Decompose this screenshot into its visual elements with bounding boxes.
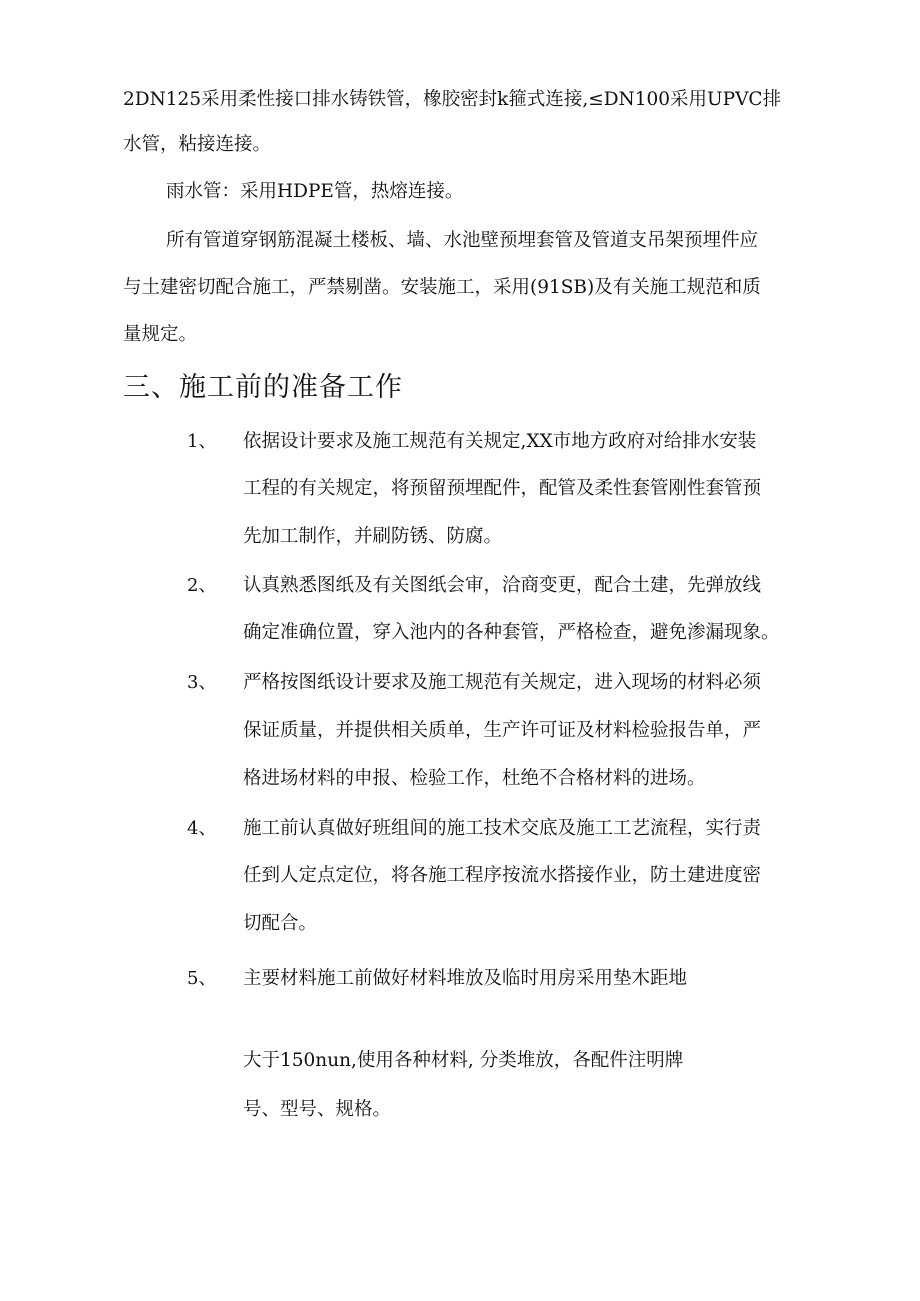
list-item-5-line-1: 主要材料施工前做好材料堆放及临时用房采用垫木距地 — [243, 968, 688, 989]
intro-paragraph-3-line-1: 所有管道穿钢筋混凝土楼板、墙、水池壁预埋套管及管道支吊架预埋件应 — [166, 230, 759, 251]
list-item-number: 4、 — [187, 818, 217, 839]
list-item-4-line-1: 施工前认真做好班组间的施工技术交底及施工工艺流程，实行责 — [243, 818, 762, 839]
list-item-1-line-2: 工程的有关规定，将预留预埋配件，配管及柔性套管刚性套管预 — [243, 478, 762, 499]
list-item-number: 1、 — [187, 431, 217, 452]
list-item-number: 3、 — [187, 672, 217, 693]
list-item-1-line-1: 依据设计要求及施工规范有关规定,XX市地方政府对给排水安装 — [243, 431, 757, 452]
list-item-5-line-3: 号、型号、规格。 — [243, 1099, 392, 1120]
intro-paragraph-1-line-1: 2DN125采用柔性接口排水铸铁管，橡胶密封k箍式连接,≤DN100采用UPVC排 — [123, 89, 782, 110]
list-item-2-line-1: 认真熟悉图纸及有关图纸会审，洽商变更，配合土建，先弹放线 — [243, 575, 762, 596]
intro-paragraph-1-line-2: 水管，粘接连接。 — [123, 134, 272, 155]
list-item-number: 2、 — [187, 575, 217, 596]
list-item-number: 5、 — [187, 968, 217, 989]
intro-paragraph-3-line-2: 与土建密切配合施工，严禁剔凿。安装施工，采用(91SB)及有关施工规范和质 — [123, 277, 761, 298]
intro-paragraph-2: 雨水管：采用HDPE管，热熔连接。 — [166, 181, 464, 202]
list-item-3-line-1: 严格按图纸设计要求及施工规范有关规定，进入现场的材料必须 — [243, 672, 762, 693]
list-item-3-line-2: 保证质量，并提供相关质单，生产许可证及材料检验报告单，严 — [243, 720, 762, 741]
list-item-5-line-2: 大于150nun,使用各种材料, 分类堆放，各配件注明牌 — [243, 1050, 684, 1071]
section-heading: 三、施工前的准备工作 — [123, 372, 403, 403]
list-item-3-line-3: 格进场材料的申报、检验工作，杜绝不合格材料的进场。 — [243, 768, 706, 789]
list-item-2-line-2: 确定准确位置，穿入池内的各种套管，严格检查，避免渗漏现象。 — [243, 622, 780, 643]
list-item-1-line-3: 先加工制作，并刷防锈、防腐。 — [243, 526, 503, 547]
intro-paragraph-3-line-3: 量规定。 — [123, 324, 198, 345]
list-item-4-line-2: 任到人定点定位，将各施工程序按流水搭接作业，防土建进度密 — [243, 865, 762, 886]
list-item-4-line-3: 切配合。 — [243, 913, 318, 934]
